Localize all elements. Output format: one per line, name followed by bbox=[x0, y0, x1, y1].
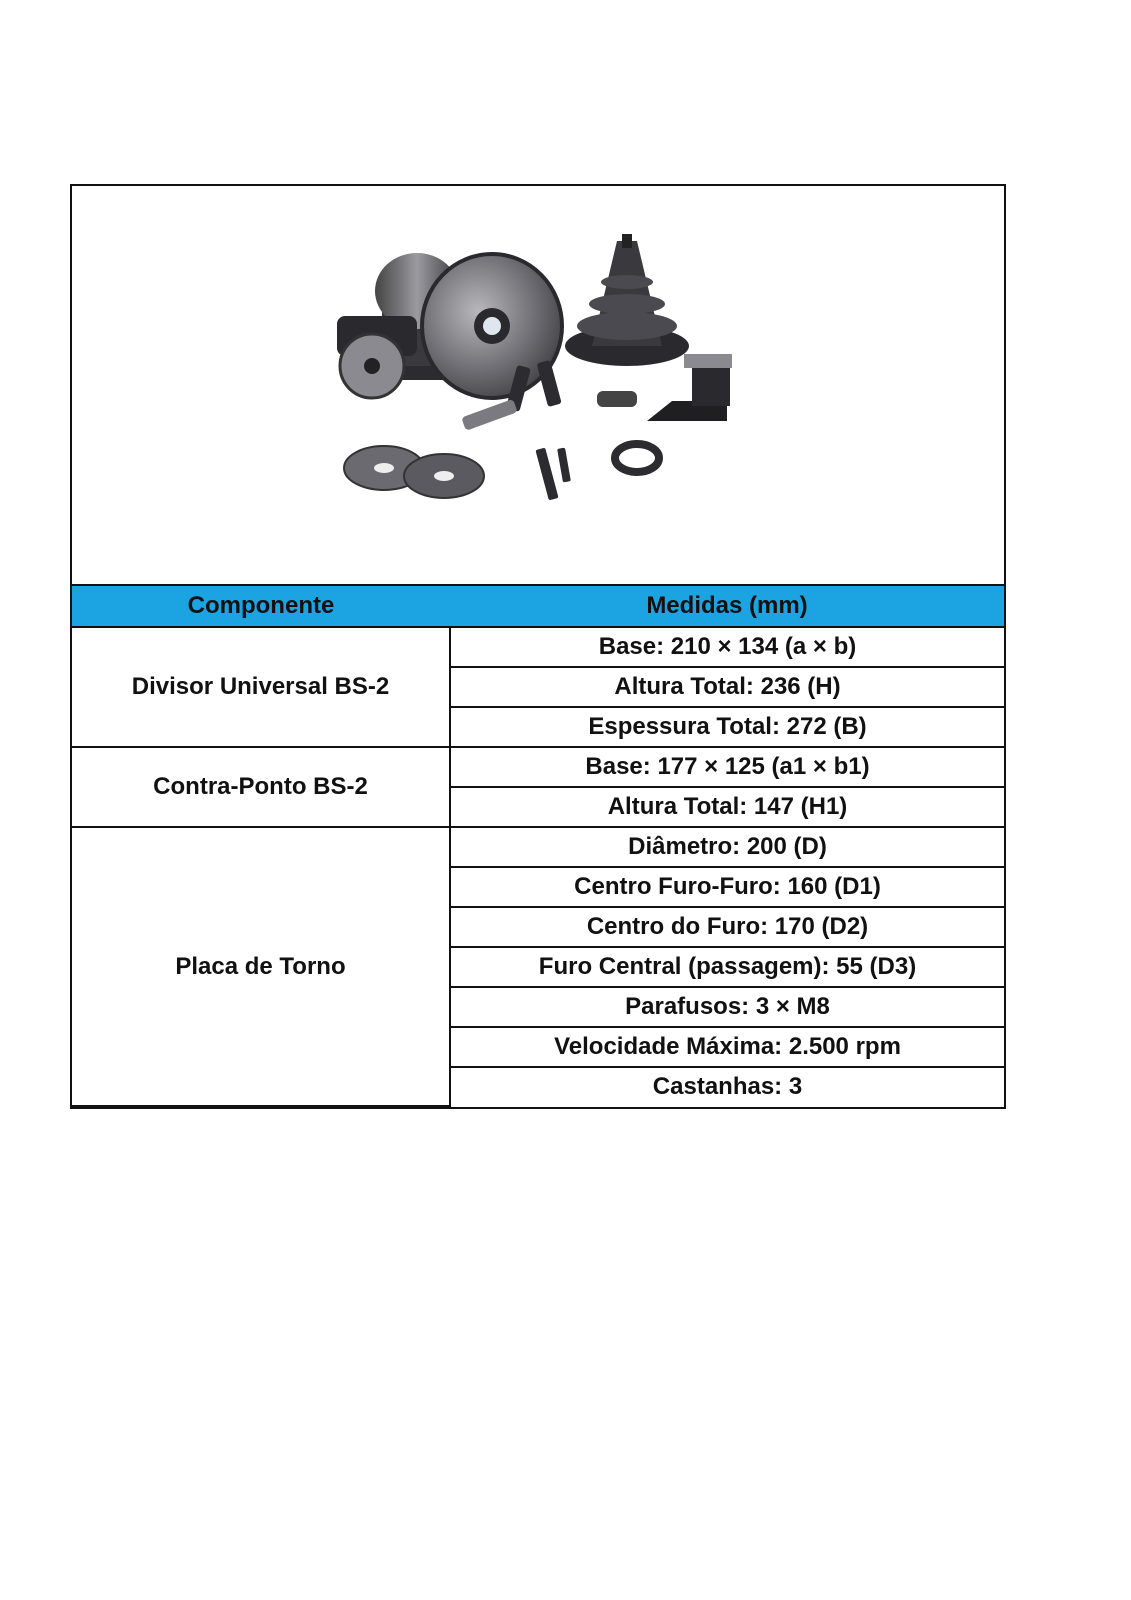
measure-cell: Altura Total: 147 (H1) bbox=[450, 787, 1004, 827]
table-row bbox=[72, 627, 1004, 667]
measure-cell: Velocidade Máxima: 2.500 rpm bbox=[450, 1027, 1004, 1067]
tailstock-image bbox=[647, 354, 732, 421]
measure-cell: Diâmetro: 200 (D) bbox=[450, 827, 1004, 867]
gear-set-image bbox=[565, 234, 689, 366]
measure-cell: Altura Total: 236 (H) bbox=[450, 667, 1004, 707]
product-photo bbox=[72, 186, 1004, 584]
measure-cell: Furo Central (passagem): 55 (D3) bbox=[450, 947, 1004, 987]
table-row bbox=[72, 827, 1004, 867]
measure-cell: Espessura Total: 272 (B) bbox=[450, 707, 1004, 747]
component-cell: Contra-Ponto BS-2 bbox=[72, 747, 450, 827]
component-cell: Divisor Universal BS-2 bbox=[72, 627, 450, 747]
index-plates-image bbox=[344, 446, 484, 498]
measure-cell: Base: 177 × 125 (a1 × b1) bbox=[450, 747, 1004, 787]
header-measures: Medidas (mm) bbox=[450, 585, 1004, 627]
measure-cell: Castanhas: 3 bbox=[450, 1067, 1004, 1106]
measure-cell: Centro do Furo: 170 (D2) bbox=[450, 907, 1004, 947]
measure-cell: Centro Furo-Furo: 160 (D1) bbox=[450, 867, 1004, 907]
measure-cell: Parafusos: 3 × M8 bbox=[450, 987, 1004, 1027]
table-header-row bbox=[72, 585, 1004, 627]
specifications-table bbox=[72, 584, 1004, 1107]
table-row bbox=[72, 747, 1004, 787]
measure-cell: Base: 210 × 134 (a × b) bbox=[450, 627, 1004, 667]
spec-sheet bbox=[70, 184, 1006, 1109]
header-component: Componente bbox=[72, 585, 450, 627]
component-cell: Placa de Torno bbox=[72, 827, 450, 1106]
